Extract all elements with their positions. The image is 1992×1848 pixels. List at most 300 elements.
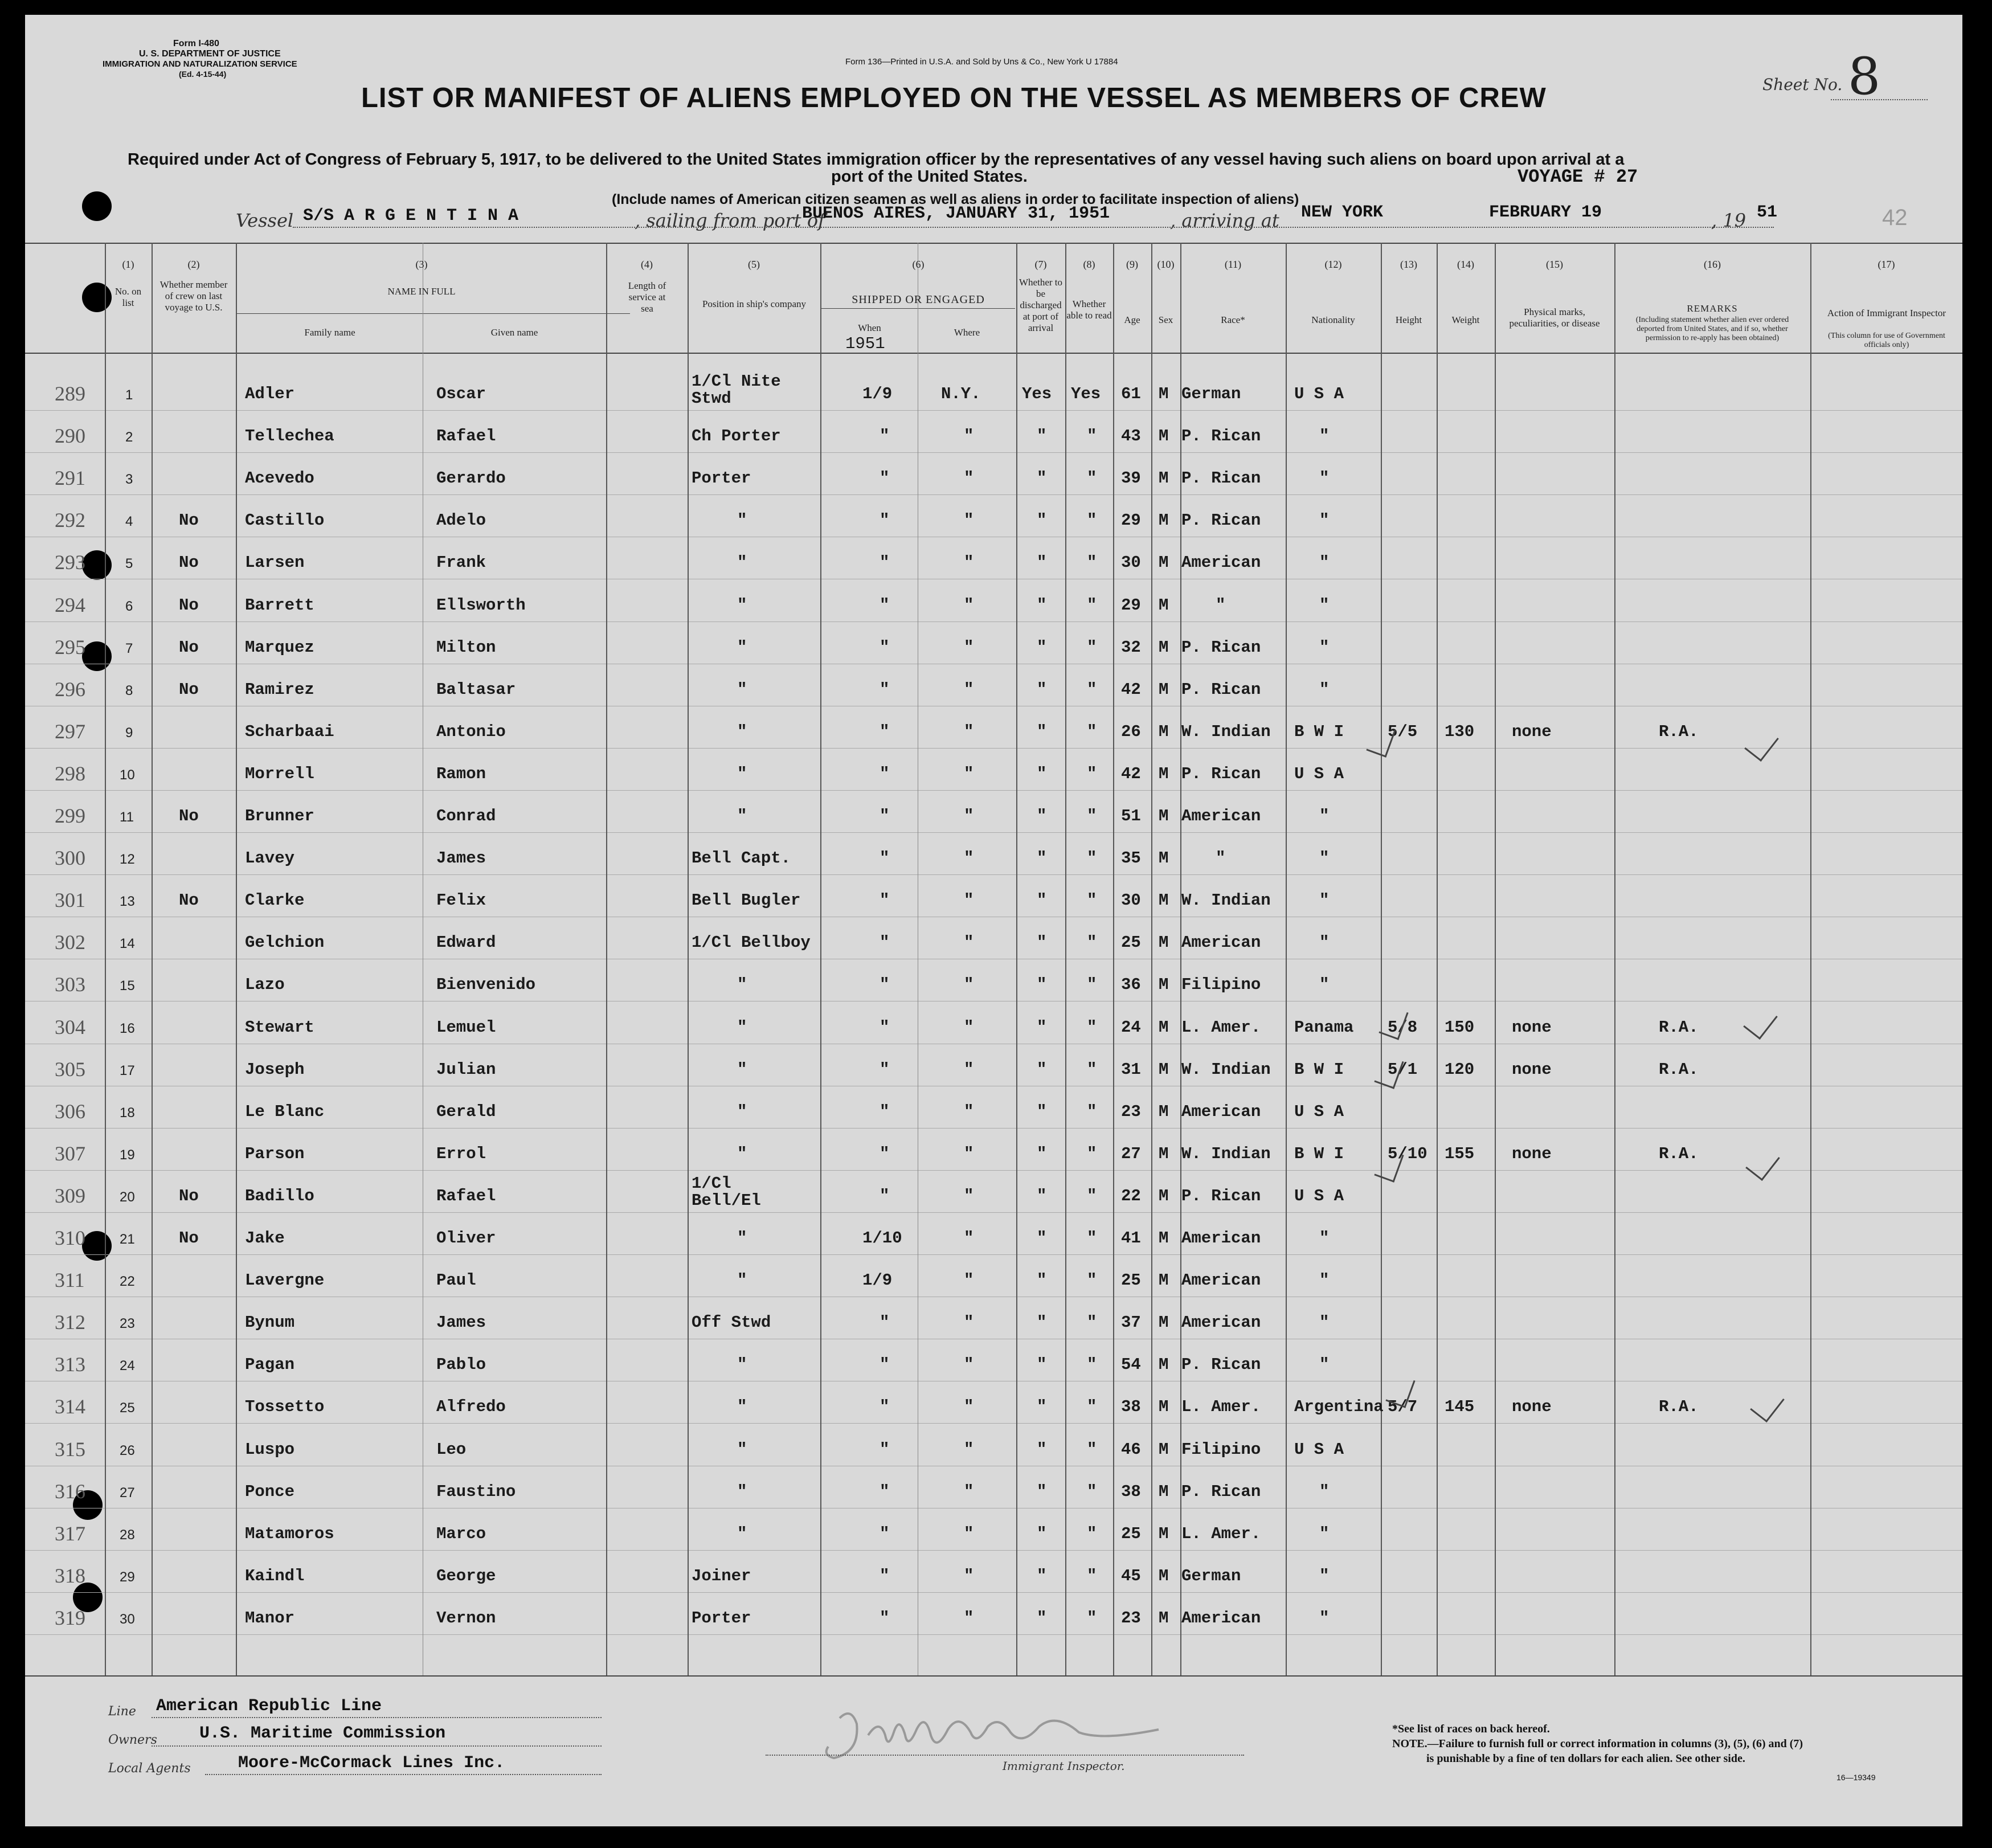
manifest-sheet — [25, 15, 1962, 1826]
service: IMMIGRATION AND NATURALIZATION SERVICE — [103, 59, 297, 69]
col11-num: (11) — [1224, 259, 1242, 270]
last-voyage: No — [179, 891, 199, 910]
age: 24 — [1121, 1018, 1141, 1037]
col7-label: Whether to be discharged at port of arrival — [1019, 277, 1062, 333]
nationality: " — [1319, 427, 1330, 445]
given-name: Pablo — [436, 1355, 486, 1374]
position: Porter — [692, 1609, 751, 1628]
col1-num: (1) — [122, 259, 134, 270]
shipped-where: " — [964, 1102, 974, 1121]
given-name: James — [436, 1313, 486, 1332]
given-name: Conrad — [436, 807, 496, 825]
given-name: Julian — [436, 1060, 496, 1079]
nationality: " — [1319, 1355, 1330, 1374]
sex: M — [1159, 722, 1169, 741]
given-name: Faustino — [436, 1482, 516, 1501]
row-ref-number: 317 — [55, 1522, 85, 1545]
row-ref-number: 299 — [55, 804, 85, 827]
row-ref-number: 291 — [55, 467, 85, 489]
department: U. S. DEPARTMENT OF JUSTICE — [139, 49, 281, 59]
discharged: Yes — [1022, 385, 1052, 403]
shipped-when: " — [880, 1609, 890, 1628]
able-to-read: " — [1087, 891, 1097, 910]
age: 31 — [1121, 1060, 1141, 1079]
shipped-when: " — [880, 469, 890, 488]
list-number: 15 — [120, 978, 135, 993]
subtitle-line1: Required under Act of Congress of February 5, 1917, to be delivered to the United States immigration officer by the representatives of any vessel having such aliens on board upon arrival at a — [128, 150, 1625, 169]
nationality: " — [1319, 975, 1330, 994]
discharged: " — [1037, 680, 1047, 699]
shipped-where: " — [964, 511, 974, 530]
last-voyage: No — [179, 596, 199, 615]
able-to-read: " — [1087, 975, 1097, 994]
given-name: James — [436, 849, 486, 868]
remarks: R.A. — [1659, 1018, 1699, 1037]
position: " — [737, 1482, 747, 1501]
line-label: Line — [108, 1704, 136, 1719]
col9-num: (9) — [1126, 259, 1138, 270]
row-ref-number: 306 — [55, 1100, 85, 1123]
list-number: 3 — [125, 472, 133, 487]
physical-marks: none — [1512, 1144, 1552, 1163]
shipped-when: " — [880, 427, 890, 445]
row-ref-number: 311 — [55, 1269, 85, 1291]
list-number: 26 — [120, 1443, 135, 1458]
position: " — [737, 553, 747, 572]
shipped-when: " — [880, 1482, 890, 1501]
arriving-at: NEW YORK — [1301, 203, 1384, 222]
col16-num: (16) — [1704, 259, 1721, 270]
discharged: " — [1037, 807, 1047, 825]
physical-marks: none — [1512, 1060, 1552, 1079]
col13-label: Height — [1395, 314, 1422, 325]
height: 5/5 — [1388, 722, 1418, 741]
col12-num: (12) — [1324, 259, 1342, 270]
remarks: R.A. — [1659, 1144, 1699, 1163]
given-name: Vernon — [436, 1609, 496, 1628]
subtitle-line2: port of the United States. — [831, 167, 1028, 186]
sheet-label: Sheet No. — [1762, 75, 1843, 94]
year-suffix: 51 — [1757, 203, 1778, 222]
position: " — [737, 722, 747, 741]
list-number: 11 — [120, 809, 134, 825]
position: " — [737, 1524, 747, 1543]
race: German — [1181, 385, 1241, 403]
age: 25 — [1121, 1271, 1141, 1290]
race: P. Rican — [1181, 1187, 1261, 1205]
height: 5/8 — [1388, 1018, 1418, 1037]
shipped-where: " — [964, 638, 974, 657]
position: " — [737, 1060, 747, 1079]
position: " — [737, 596, 747, 615]
list-number: 21 — [120, 1232, 135, 1247]
weight: 150 — [1445, 1018, 1475, 1037]
given-name: Oliver — [436, 1229, 496, 1248]
given-name: Rafael — [436, 1187, 496, 1205]
shipped-when: 1/9 — [862, 385, 893, 403]
col5-label: Position in ship's company — [702, 299, 807, 309]
list-number: 7 — [125, 641, 133, 656]
row-ref-number: 313 — [55, 1353, 85, 1376]
nationality: U S A — [1294, 1440, 1344, 1459]
row-ref-number: 300 — [55, 847, 85, 869]
race: American — [1181, 1229, 1261, 1248]
family-name: Jake — [245, 1229, 285, 1248]
given-name: Gerald — [436, 1102, 496, 1121]
race: Filipino — [1181, 975, 1261, 994]
list-number: 29 — [120, 1569, 135, 1585]
sex: M — [1159, 1018, 1169, 1037]
shipped-where: " — [964, 1567, 974, 1585]
shipped-when: " — [880, 1440, 890, 1459]
able-to-read: " — [1087, 1313, 1097, 1332]
agents-name: Moore-McCormack Lines Inc. — [238, 1753, 505, 1773]
race: " — [1216, 596, 1226, 615]
arrival-date: FEBRUARY 19 — [1489, 203, 1602, 222]
height: 5/10 — [1388, 1144, 1427, 1163]
shipped-when: " — [880, 764, 890, 783]
family-name-label: Family name — [304, 327, 355, 338]
age: 38 — [1121, 1397, 1141, 1416]
list-number: 5 — [125, 556, 133, 571]
shipped-where: " — [964, 1313, 974, 1332]
position: " — [737, 764, 747, 783]
shipped-when: " — [880, 553, 890, 572]
row-ref-number: 297 — [55, 720, 85, 743]
row-ref-number: 290 — [55, 424, 85, 447]
family-name: Lazo — [245, 975, 285, 994]
race: P. Rican — [1181, 427, 1261, 445]
agents-underline — [205, 1774, 602, 1775]
able-to-read: " — [1087, 1440, 1097, 1459]
list-number: 30 — [120, 1612, 135, 1627]
last-voyage: No — [179, 553, 199, 572]
family-name: Clarke — [245, 891, 305, 910]
discharged: " — [1037, 1102, 1047, 1121]
age: 27 — [1121, 1144, 1141, 1163]
sex: M — [1159, 1482, 1169, 1501]
row-ref-number: 293 — [55, 551, 85, 574]
nationality: " — [1319, 1313, 1330, 1332]
race: American — [1181, 1102, 1261, 1121]
nationality: B W I — [1294, 1144, 1344, 1163]
age: 25 — [1121, 933, 1141, 952]
given-name: Paul — [436, 1271, 476, 1290]
able-to-read: " — [1087, 849, 1097, 868]
shipped-where: " — [964, 1482, 974, 1501]
given-name: Ramon — [436, 764, 486, 783]
col17-sub: (This column for use of Government officials only) — [1828, 332, 1945, 349]
shipped-where: " — [964, 764, 974, 783]
line-name: American Republic Line — [156, 1696, 382, 1716]
position: Ch Porter — [692, 427, 781, 445]
age: 51 — [1121, 807, 1141, 825]
position: " — [737, 638, 747, 657]
remarks: R.A. — [1659, 722, 1699, 741]
race: P. Rican — [1181, 638, 1261, 657]
nationality: " — [1319, 933, 1330, 952]
sex: M — [1159, 427, 1169, 445]
position: Porter — [692, 469, 751, 488]
row-ref-number: 305 — [55, 1058, 85, 1081]
row-ref-number: 298 — [55, 762, 85, 785]
age: 22 — [1121, 1187, 1141, 1205]
able-to-read: " — [1087, 638, 1097, 657]
position: 1/Cl Bellboy — [692, 933, 811, 952]
sex: M — [1159, 596, 1169, 615]
nationality: B W I — [1294, 722, 1344, 741]
family-name: Lavey — [245, 849, 295, 868]
nationality: U S A — [1294, 1187, 1344, 1205]
shipped-when: " — [880, 1397, 890, 1416]
race: " — [1216, 849, 1226, 868]
shipped-where: " — [964, 1060, 974, 1079]
age: 25 — [1121, 1524, 1141, 1543]
last-voyage: No — [179, 511, 199, 530]
nationality: " — [1319, 596, 1330, 615]
sex: M — [1159, 1609, 1169, 1628]
age: 54 — [1121, 1355, 1141, 1374]
family-name: Barrett — [245, 596, 314, 615]
row-ref-number: 307 — [55, 1142, 85, 1165]
age: 26 — [1121, 722, 1141, 741]
row-ref-number: 310 — [55, 1226, 85, 1249]
race: P. Rican — [1181, 1355, 1261, 1374]
sex: M — [1159, 1060, 1169, 1079]
col17-label: Action of Immigrant Inspector — [1827, 308, 1946, 318]
shipped-year: 1951 — [845, 334, 885, 353]
row-ref-number: 296 — [55, 678, 85, 701]
family-name: Luspo — [245, 1440, 295, 1459]
shipped-where: " — [964, 596, 974, 615]
last-voyage: No — [179, 807, 199, 825]
able-to-read: " — [1087, 469, 1097, 488]
nationality: " — [1319, 1271, 1330, 1290]
sex: M — [1159, 807, 1169, 825]
discharged: " — [1037, 891, 1047, 910]
age: 42 — [1121, 764, 1141, 783]
able-to-read: " — [1087, 1271, 1097, 1290]
family-name: Matamoros — [245, 1524, 334, 1543]
sex: M — [1159, 385, 1169, 403]
shipped-where: " — [964, 427, 974, 445]
race: L. Amer. — [1181, 1397, 1261, 1416]
sex: M — [1159, 1567, 1169, 1585]
col16-sub: (Including statement whether alien ever ordered deported from United States, and if so, whether permission to re-apply has been obtained) — [1635, 316, 1789, 342]
list-number: 12 — [120, 852, 135, 867]
position: Joiner — [692, 1567, 751, 1585]
row-ref-number: 315 — [55, 1438, 85, 1461]
include-note: (Include names of American citizen seamen as well as aliens in order to facilitate inspection of aliens) — [612, 191, 1299, 207]
age: 39 — [1121, 469, 1141, 488]
family-name: Stewart — [245, 1018, 314, 1037]
able-to-read: " — [1087, 427, 1097, 445]
shipped-where: " — [964, 1144, 974, 1163]
shipped-when: " — [880, 849, 890, 868]
sex: M — [1159, 933, 1169, 952]
weight: 145 — [1445, 1397, 1475, 1416]
discharged: " — [1037, 469, 1047, 488]
nationality: " — [1319, 1482, 1330, 1501]
race: American — [1181, 933, 1261, 952]
shipped-when: " — [880, 807, 890, 825]
age: 30 — [1121, 891, 1141, 910]
row-ref-number: 309 — [55, 1184, 85, 1207]
list-number: 24 — [120, 1358, 135, 1373]
shipped-when: " — [880, 1187, 890, 1205]
col3-num: (3) — [415, 259, 428, 270]
shipped-when: 1/10 — [862, 1229, 902, 1248]
shipped-when: " — [880, 1060, 890, 1079]
col15-label: Physical marks, peculiarities, or disease — [1509, 306, 1600, 329]
row-ref-number: 304 — [55, 1016, 85, 1039]
shipped-where: " — [964, 1018, 974, 1037]
able-to-read: " — [1087, 1355, 1097, 1374]
given-name: Lemuel — [436, 1018, 496, 1037]
sex: M — [1159, 1397, 1169, 1416]
given-name: Antonio — [436, 722, 506, 741]
shipped-when: " — [880, 975, 890, 994]
position: " — [737, 1102, 747, 1121]
shipped-where: " — [964, 1609, 974, 1628]
sex: M — [1159, 975, 1169, 994]
discharged: " — [1037, 1355, 1047, 1374]
discharged: " — [1037, 1060, 1047, 1079]
nationality: " — [1319, 553, 1330, 572]
sex: M — [1159, 469, 1169, 488]
sex: M — [1159, 1313, 1169, 1332]
age: 36 — [1121, 975, 1141, 994]
manifest-title: LIST OR MANIFEST OF ALIENS EMPLOYED ON THE VESSEL AS MEMBERS OF CREW — [361, 83, 1547, 113]
row-ref-number: 303 — [55, 973, 85, 996]
physical-marks: none — [1512, 1397, 1552, 1416]
discharged: " — [1037, 553, 1047, 572]
race: L. Amer. — [1181, 1524, 1261, 1543]
sex: M — [1159, 638, 1169, 657]
shipped-where: " — [964, 722, 974, 741]
list-number: 17 — [120, 1063, 135, 1078]
position: " — [737, 807, 747, 825]
able-to-read: " — [1087, 1187, 1097, 1205]
sex: M — [1159, 1102, 1169, 1121]
discharged: " — [1037, 1440, 1047, 1459]
position: " — [737, 1229, 747, 1248]
age: 42 — [1121, 680, 1141, 699]
age: 61 — [1121, 385, 1141, 403]
col8-num: (8) — [1083, 259, 1095, 270]
able-to-read: " — [1087, 1567, 1097, 1585]
able-to-read: " — [1087, 1524, 1097, 1543]
given-name: Bienvenido — [436, 975, 536, 994]
race: L. Amer. — [1181, 1018, 1261, 1037]
list-number: 23 — [120, 1316, 135, 1331]
shipped-when: " — [880, 511, 890, 530]
able-to-read: " — [1087, 553, 1097, 572]
age: 46 — [1121, 1440, 1141, 1459]
position: Off Stwd — [692, 1313, 771, 1332]
able-to-read: " — [1087, 1018, 1097, 1037]
row-ref-number: 312 — [55, 1311, 85, 1334]
given-name: Felix — [436, 891, 486, 910]
shipped-where: " — [964, 975, 974, 994]
vessel-label: Vessel — [236, 210, 294, 231]
row-ref-number: 314 — [55, 1395, 85, 1418]
weight: 130 — [1445, 722, 1475, 741]
row-ref-number: 316 — [55, 1480, 85, 1503]
shipped-when: " — [880, 722, 890, 741]
race: W. Indian — [1181, 722, 1271, 741]
age: 38 — [1121, 1482, 1141, 1501]
race: American — [1181, 807, 1261, 825]
nationality: " — [1319, 511, 1330, 530]
shipped-where: " — [964, 553, 974, 572]
given-name: Marco — [436, 1524, 486, 1543]
given-name: Alfredo — [436, 1397, 506, 1416]
position: " — [737, 1018, 747, 1037]
shipped-when: " — [880, 933, 890, 952]
sailing-label: , sailing from port of — [635, 210, 825, 231]
list-number: 19 — [120, 1147, 135, 1163]
shipped-where: " — [964, 1355, 974, 1374]
list-number: 14 — [120, 936, 135, 951]
race: American — [1181, 1313, 1261, 1332]
form-number: Form I-480 — [173, 39, 219, 48]
col10-num: (10) — [1157, 259, 1175, 270]
discharged: " — [1037, 511, 1047, 530]
list-number: 27 — [120, 1485, 135, 1501]
shipped-where: " — [964, 933, 974, 952]
position: 1/Cl — [692, 1174, 731, 1193]
position: " — [737, 1144, 747, 1163]
col4-num: (4) — [641, 259, 653, 270]
col17-num: (17) — [1878, 259, 1895, 270]
family-name: Brunner — [245, 807, 314, 825]
height: 5/1 — [1388, 1060, 1418, 1079]
list-number: 9 — [125, 725, 133, 741]
col13-num: (13) — [1400, 259, 1417, 270]
discharged: " — [1037, 1482, 1047, 1501]
family-name: Joseph — [245, 1060, 305, 1079]
row-ref-number: 302 — [55, 931, 85, 954]
family-name: Lavergne — [245, 1271, 325, 1290]
discharged: " — [1037, 849, 1047, 868]
able-to-read: " — [1087, 1397, 1097, 1416]
shipped-where: " — [964, 1187, 974, 1205]
able-to-read: " — [1087, 807, 1097, 825]
list-number: 2 — [125, 430, 133, 445]
shipped-when: " — [880, 1144, 890, 1163]
shipped-when: " — [880, 638, 890, 657]
col8-label: Whether able to read — [1066, 299, 1112, 321]
given-name: Frank — [436, 553, 486, 572]
race: Filipino — [1181, 1440, 1261, 1459]
row-ref-number: 319 — [55, 1606, 85, 1629]
list-number: 1 — [125, 387, 133, 403]
race: American — [1181, 553, 1261, 572]
inspector-underline — [766, 1755, 1244, 1756]
given-name: Rafael — [436, 427, 496, 445]
voyage-number: VOYAGE # 27 — [1517, 166, 1638, 187]
family-name: Gelchion — [245, 933, 325, 952]
last-voyage: No — [179, 1229, 199, 1248]
position: " — [737, 1355, 747, 1374]
owners-underline — [152, 1745, 602, 1747]
nationality: U S A — [1294, 385, 1344, 403]
shipped-when: " — [880, 891, 890, 910]
height: 5/7 — [1388, 1397, 1418, 1416]
able-to-read: " — [1087, 1144, 1097, 1163]
corner-number: 42 — [1882, 205, 1908, 230]
